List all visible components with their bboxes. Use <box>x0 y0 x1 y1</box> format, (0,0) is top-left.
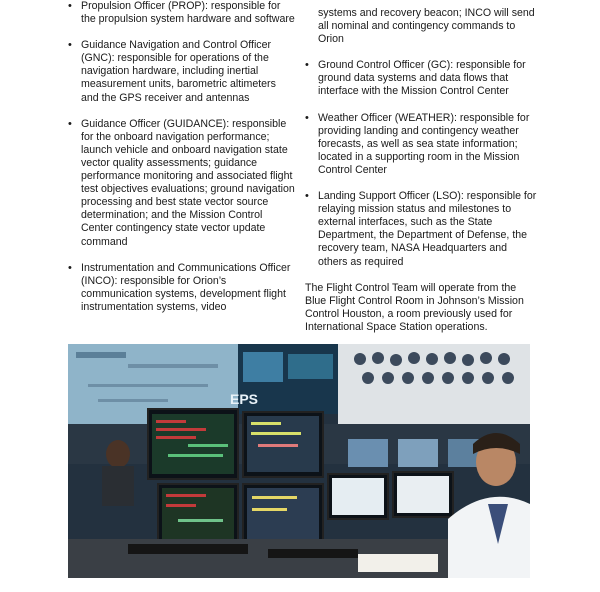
bullet-icon: • <box>68 39 72 52</box>
list-item-text: Weather Officer (WEATHER): responsible for providing landing and contingency weather forecasts, as well as sea state information; located in a supporting room in the Mission Control Center <box>318 111 530 176</box>
list-item-lso <box>305 190 537 269</box>
list-item-gc <box>305 59 537 98</box>
mission-control-illustration <box>68 344 530 578</box>
bullet-icon: • <box>305 190 309 203</box>
left-column <box>68 0 296 327</box>
bullet-icon: • <box>305 59 309 72</box>
list-item-text: Instrumentation and Communications Officer (INCO): responsible for Orion’s communication systems, development flight instrumentation systems, video <box>81 261 291 313</box>
list-item-guidance <box>68 118 296 249</box>
eps-screen-label: EPS <box>230 391 259 407</box>
bullet-icon: • <box>305 111 309 124</box>
list-item-text: Guidance Officer (GUIDANCE): responsible for the onboard navigation performance; launch vehicle and onboard navigation state vector quality assessments; guidance performance monitoring and associated flight test objectives evaluations; ground navigation processing and best state vector source determination; and the Mission Control Center contingency state vector update command <box>81 117 295 248</box>
list-item-text: Propulsion Officer (PROP): responsible for the propulsion system hardware and software <box>81 0 295 26</box>
list-item-weather <box>305 112 537 177</box>
list-item-text: Landing Support Officer (LSO): responsible for relaying mission status and milestones to external interfaces, such as the State Department, the Department of Defense, the recovery team, NASA Headquarters and others as required <box>318 190 537 268</box>
officer-list-left <box>68 0 296 314</box>
officer-list-right <box>305 59 537 268</box>
list-item-text: Guidance Navigation and Control Officer (GNC): responsible for operations of the navigation hardware, including inertial measurement units, barometric altimeters and the GPS receiver and antennas <box>81 39 276 104</box>
list-item-inco <box>68 262 296 314</box>
bullet-icon: • <box>68 261 72 274</box>
list-item-prop <box>68 0 296 26</box>
bullet-icon: • <box>68 117 72 130</box>
right-column <box>305 0 537 334</box>
list-item-gnc <box>68 39 296 104</box>
bullet-icon: • <box>68 0 72 12</box>
list-item-text: Ground Control Officer (GC): responsible for ground data systems and data flows that interface with the Mission Control Center <box>318 59 526 98</box>
list-item-continuation: systems and recovery beacon; INCO will send all nominal and contingency commands to Orion <box>318 7 535 46</box>
closing-paragraph: The Flight Control Team will operate from the Blue Flight Control Room in Johnson’s Mission Control Houston, a room previously used for International Space Station operations. <box>305 281 524 333</box>
mission-control-photo <box>68 344 530 578</box>
